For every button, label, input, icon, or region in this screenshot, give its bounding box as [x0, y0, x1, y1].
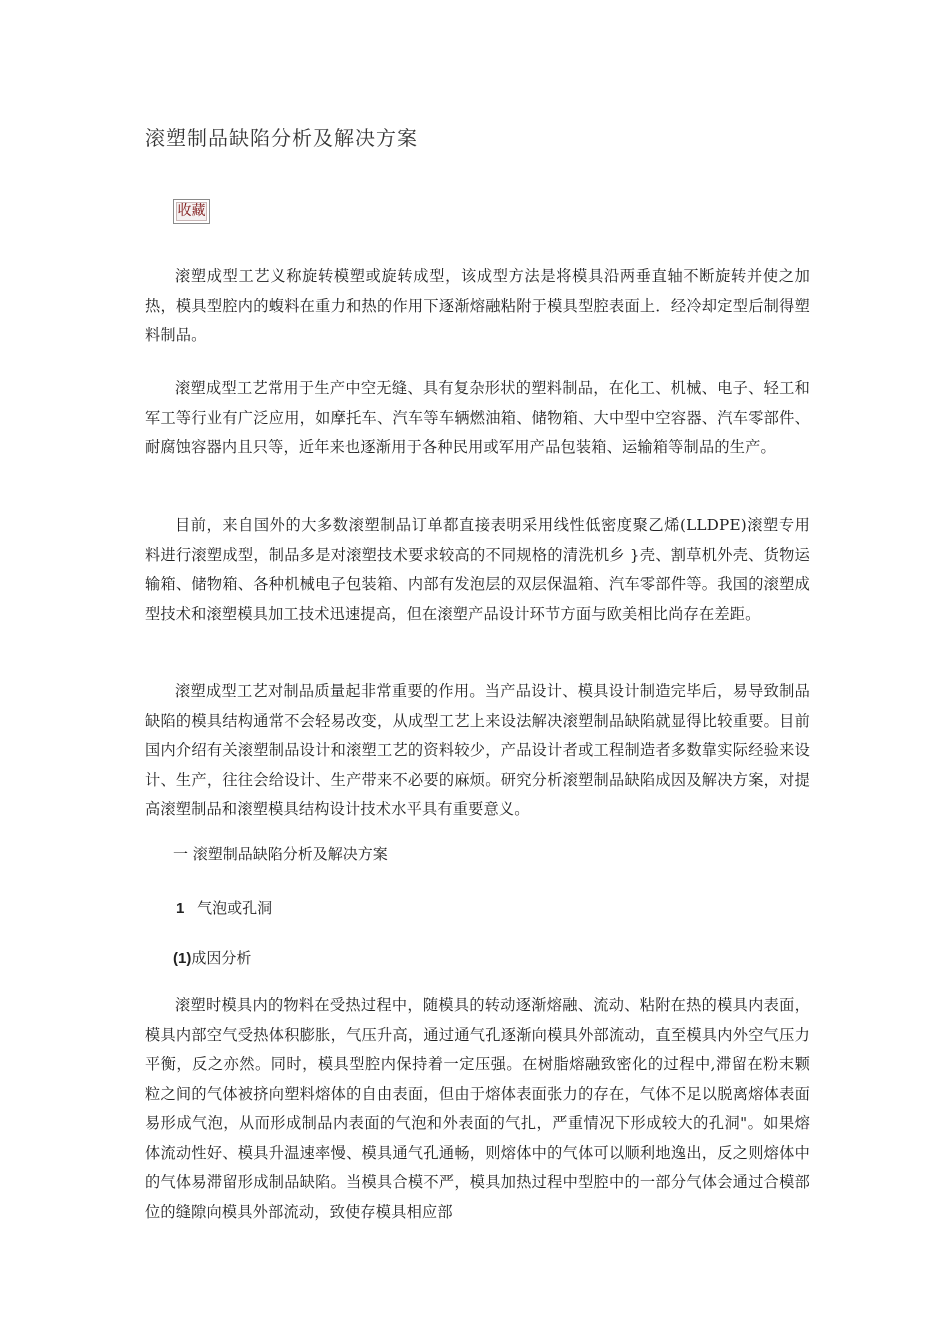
subsection-heading	[176, 897, 272, 918]
item-title: 成因分析	[191, 949, 252, 967]
section-heading: 一 滚塑制品缺陷分析及解决方案	[173, 845, 388, 863]
paragraph-applications: 滚塑成型工艺常用于生产中空无缝、具有复杂形状的塑料制品，在化工、机械、电子、轻工和军工等行业有广泛应用，如摩托车、汽车等车辆燃油箱、储物箱、大中型中空容器、汽车零部件、耐腐蚀容器内且只等，近年来也逐渐用于各种民用或军用产品包装箱、运输箱等制品的生产。	[145, 379, 810, 456]
favorite-button[interactable]: 收藏	[173, 199, 210, 224]
subsection-title: 气泡或孔洞	[197, 899, 273, 917]
item-number: (1)	[173, 950, 192, 967]
paragraph-cause-analysis: 滚塑时模具内的物料在受热过程中，随模具的转动逐渐熔融、流动、粘附在热的模具内表面，模具内部空气受热体积膨胀，气压升高，通过通气孔逐渐向模具外部流动，直至模具内外空气压力平衡，反之亦然。同时，模具型腔内保持着一定压强。在树脂熔融致密化的过程中,滞留在粉末颗粒之间的气体被挤向塑料熔体的自由表面，但由于熔体表面张力的存在，气体不足以脱离熔体表面易形成气泡，从而形成制品内表面的气泡和外表面的气扎，严重情况下形成较大的孔洞"。如果熔体流动性好、模具升温速率慢、模具通气孔通畅，则熔体中的气体可以顺利地逸出，反之则熔体中的气体易滞留形成制品缺陷。当模具合模不严，模具加热过程中型腔中的一部分气体会通过合模部位的缝隙向模具外部流动，致使存模具相应部	[145, 996, 810, 1221]
paragraph-importance: 滚塑成型工艺对制品质量起非常重要的作用。当产品设计、模具设计制造完毕后，易导致制品缺陷的模具结构通常不会轻易改变，从成型工艺上来设法解决滚塑制品缺陷就显得比较重要。目前国内介绍有关滚塑制品设计和滚塑工艺的资料较少，产品设计者或工程制造者多数靠实际经验来设计、生产，往往会给设计、生产带来不必要的麻烦。研究分析滚塑制品缺陷成因及解决方案，对提高滚塑制品和滚塑模具结构设计技术水平具有重要意义。	[145, 682, 810, 818]
page-title: 滚塑制品缺陷分析及解决方案	[145, 126, 418, 150]
subsection-number: 1	[176, 900, 185, 917]
item-heading	[173, 947, 251, 968]
paragraph-current-status: 目前，来自国外的大多数滚塑制品订单都直接表明采用线性低密度聚乙烯(LLDPE)滚塑专用料进行滚塑成型，制品多是对滚塑技术要求较高的不同规格的清洗机乡 }壳、割草机外壳、货物运输箱、储物箱、各种机械电子包装箱、内部有发泡层的双层保温箱、汽车零部件等。我国的滚塑成型技术和滚塑模具加工技术迅速提高，但在滚塑产品设计环节方面与欧美相比尚存在差距。	[145, 516, 810, 623]
paragraph-intro: 滚塑成型工艺义称旋转模塑或旋转成型，该成型方法是将模具沿两垂直轴不断旋转并使之加热，模具型腔内的蝮料在重力和热的作用下逐渐熔融粘附于模具型腔表面上．经冷却定型后制得塑料制品。	[145, 267, 810, 344]
